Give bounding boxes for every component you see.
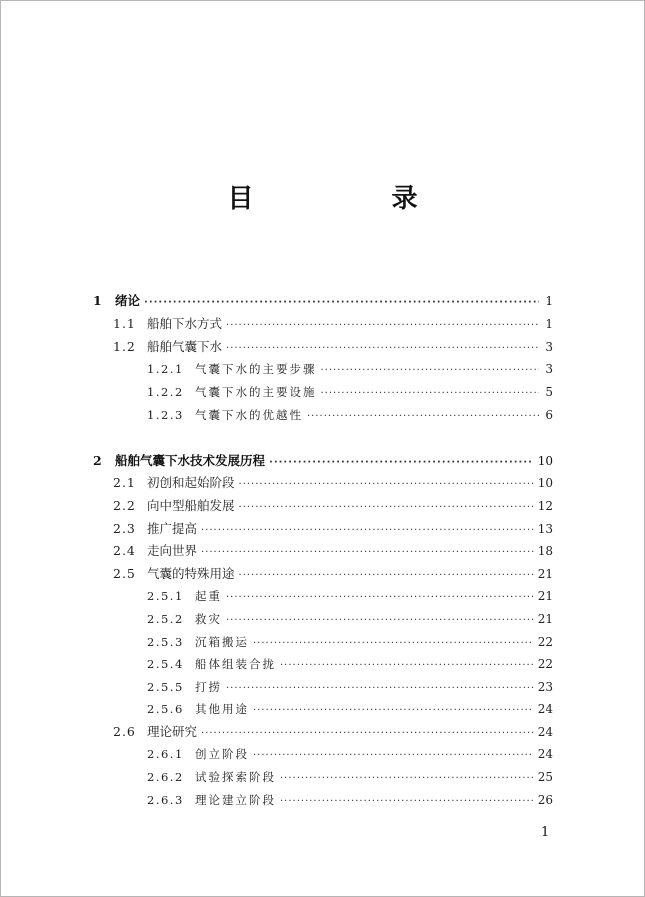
toc-entry-page: 3 [545, 362, 553, 376]
toc-entry-number: 1.1 [113, 316, 136, 331]
toc-entry-level3[interactable] [147, 585, 553, 607]
toc-entry-page: 21 [537, 589, 553, 603]
toc-entry-level3[interactable] [147, 766, 553, 788]
toc-entry-title: 走向世界 [147, 543, 198, 558]
toc-entry-page: 10 [537, 454, 553, 468]
toc-entry-level3[interactable] [147, 789, 553, 811]
toc-entry-page: 21 [537, 612, 553, 626]
toc-entry-number: 1 [93, 293, 102, 308]
toc-entry-level3[interactable] [147, 631, 553, 653]
toc-entry-number: 2.5.1 [147, 589, 184, 603]
toc-entry-number: 2.4 [113, 543, 136, 558]
dot-leader [321, 360, 540, 382]
toc-entry-number: 2.3 [113, 521, 136, 536]
dot-leader [280, 791, 534, 813]
toc-entry-title: 气囊下水的主要步骤 [195, 362, 317, 376]
toc-entry-page: 22 [537, 657, 553, 671]
toc-entry-level3[interactable] [147, 698, 553, 720]
toc-entry-title: 打捞 [195, 680, 222, 694]
toc-entry-level3[interactable] [147, 676, 553, 698]
dot-leader [226, 587, 534, 609]
toc-entry-number: 1.2.3 [147, 408, 184, 422]
toc-entry-level3[interactable] [147, 608, 553, 630]
toc-entry-page: 1 [545, 294, 553, 308]
dot-leader [280, 655, 534, 677]
toc-entry-title: 气囊的特殊用途 [147, 566, 235, 581]
dot-leader [201, 542, 534, 564]
dot-leader [253, 633, 534, 655]
toc-entry-level1[interactable] [93, 290, 553, 312]
toc-entry-number: 2.2 [113, 498, 136, 513]
toc-entry-title: 其他用途 [195, 702, 249, 716]
toc-entry-page: 5 [545, 385, 553, 399]
toc-entry-title: 救灾 [195, 612, 222, 626]
toc-entry-title: 初创和起始阶段 [147, 475, 235, 490]
dot-leader [226, 610, 534, 632]
toc-entry-title: 船舶气囊下水技术发展历程 [115, 453, 266, 468]
page-title: 目 录 [227, 184, 474, 214]
toc-entry-page: 23 [537, 680, 553, 694]
toc-entry-number: 2.6.1 [147, 747, 184, 761]
toc-entry-level3[interactable] [147, 653, 553, 675]
toc-entry-number: 1.2.1 [147, 362, 184, 376]
toc-entry-level3[interactable] [147, 743, 553, 765]
toc-entry-number: 2.5 [113, 566, 136, 581]
toc-entry-level2[interactable] [113, 540, 553, 562]
toc-entry-level2[interactable] [113, 472, 553, 494]
toc-entry-page: 12 [537, 499, 553, 513]
dot-leader [253, 700, 534, 722]
toc-entry-title: 绪论 [115, 293, 141, 308]
toc-entry-number: 2.6.3 [147, 793, 184, 807]
toc-entry-title: 向中型船舶发展 [147, 498, 235, 513]
toc-entry-page: 26 [537, 793, 553, 807]
toc-entry-page: 1 [545, 317, 553, 331]
toc-entry-level2[interactable] [113, 518, 553, 540]
dot-leader [239, 565, 534, 587]
toc-entry-level2[interactable] [113, 495, 553, 517]
toc-entry-number: 2.5.2 [147, 612, 184, 626]
toc-entry-page: 21 [537, 567, 553, 581]
toc-entry-page: 6 [545, 408, 553, 422]
toc-entry-page: 24 [537, 725, 553, 739]
toc-entry-number: 2.5.3 [147, 635, 184, 649]
toc-entry-page: 13 [537, 522, 553, 536]
toc-entry-page: 3 [545, 340, 553, 354]
dot-leader [239, 474, 534, 496]
toc-entry-title: 创立阶段 [195, 747, 249, 761]
toc-entry-title: 船舶气囊下水 [147, 339, 223, 354]
toc-entry-number: 2.5.6 [147, 702, 184, 716]
toc-entry-page: 10 [537, 476, 553, 490]
toc-entry-title: 气囊下水的主要设施 [195, 385, 317, 399]
toc-entry-level3[interactable] [147, 358, 553, 380]
dot-leader [226, 315, 539, 337]
toc-entry-title: 试验探索阶段 [195, 770, 276, 784]
dot-leader [226, 678, 534, 700]
toc-entry-title: 理论建立阶段 [195, 793, 276, 807]
toc-entry-page: 24 [537, 702, 553, 716]
toc-entry-title: 推广提高 [147, 521, 198, 536]
toc-entry-number: 2 [93, 453, 102, 468]
dot-leader [280, 768, 534, 790]
toc-entry-title: 船体组装合拢 [195, 657, 276, 671]
toc-entry-page: 18 [537, 544, 553, 558]
dot-leader [201, 723, 534, 745]
toc-entry-level2[interactable] [113, 721, 553, 743]
dot-leader [226, 338, 539, 360]
toc-entry-level1[interactable] [93, 450, 553, 472]
dot-leader [201, 520, 534, 542]
dot-leader [321, 383, 540, 405]
toc-entry-title: 沉箱搬运 [195, 635, 249, 649]
toc-entry-number: 2.6 [113, 724, 136, 739]
page-number: 1 [541, 825, 550, 840]
toc-entry-title: 理论研究 [147, 724, 198, 739]
toc-entry-number: 2.5.4 [147, 657, 184, 671]
toc-entry-number: 1.2.2 [147, 385, 184, 399]
toc-entry-title: 船舶下水方式 [147, 316, 223, 331]
toc-entry-page: 22 [537, 635, 553, 649]
toc-entry-number: 2.1 [113, 475, 136, 490]
toc-entry-level2[interactable] [113, 563, 553, 585]
toc-entry-number: 1.2 [113, 339, 136, 354]
toc-entry-level3[interactable] [147, 404, 553, 426]
toc-entry-title: 气囊下水的优越性 [195, 408, 303, 422]
toc-entry-title: 起重 [195, 589, 222, 603]
toc-entry-level3[interactable] [147, 381, 553, 403]
dot-leader [269, 452, 534, 474]
dot-leader [144, 292, 539, 314]
toc-entry-level2[interactable] [113, 313, 553, 335]
dot-leader [239, 497, 534, 519]
dot-leader [253, 745, 534, 767]
toc-entry-number: 2.6.2 [147, 770, 184, 784]
toc-entry-page: 24 [537, 747, 553, 761]
dot-leader [307, 406, 539, 428]
toc-entry-level2[interactable] [113, 336, 553, 358]
toc-entry-number: 2.5.5 [147, 680, 184, 694]
toc-entry-page: 25 [537, 770, 553, 784]
